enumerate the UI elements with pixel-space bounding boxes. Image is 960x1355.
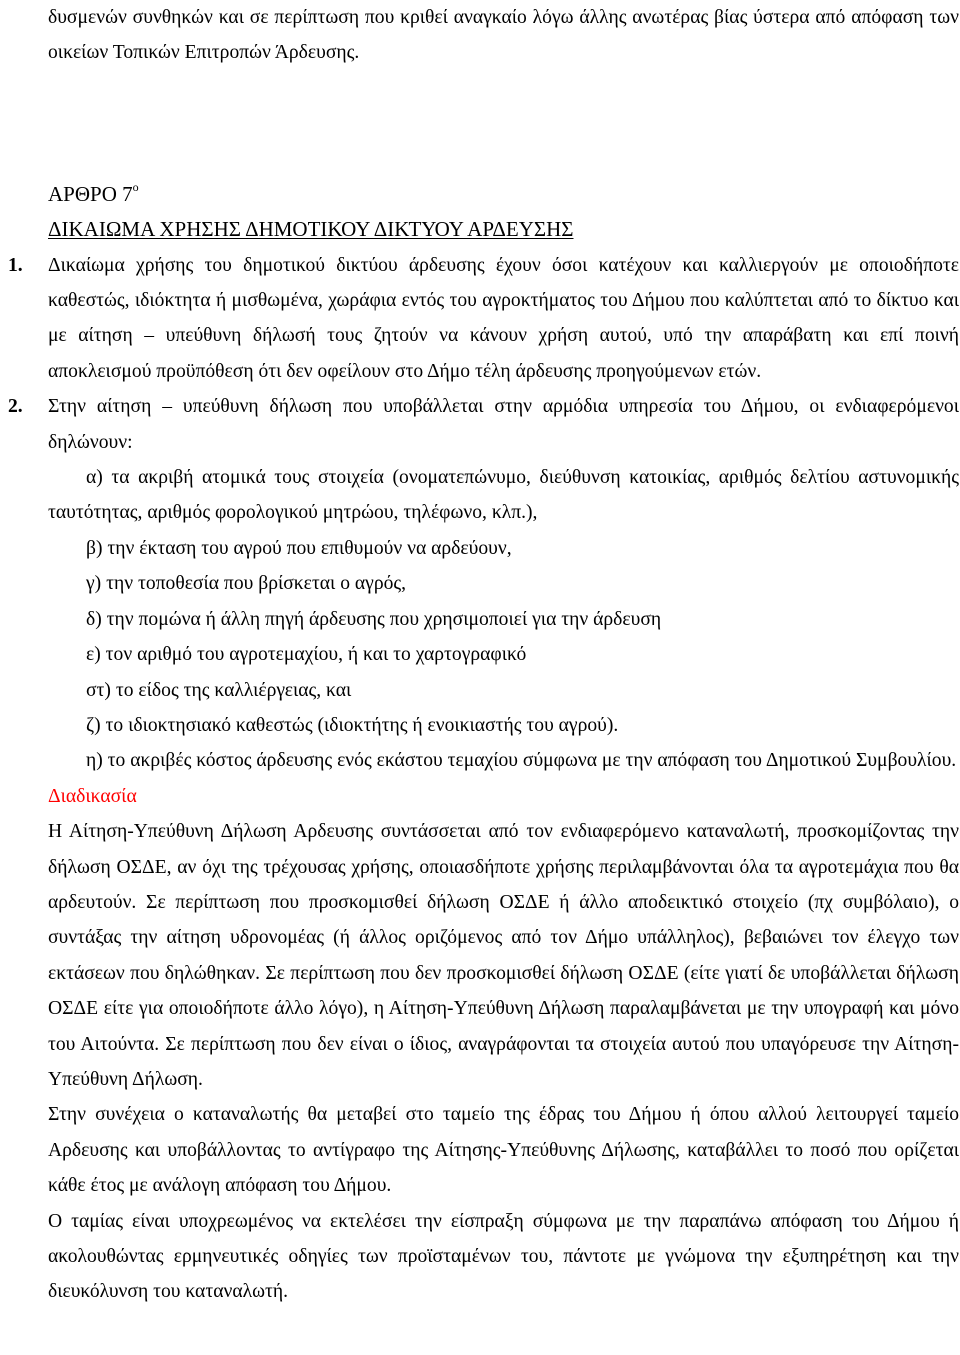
- paragraph-2-text: Στην αίτηση – υπεύθυνη δήλωση που υποβάλλεται στην αρμόδια υπηρεσία του Δήμου, οι ενδιαφερόμενοι δηλώνουν:: [48, 396, 959, 453]
- paragraph-number-1: 1.: [8, 254, 23, 276]
- procedure-paragraph-3: Ο ταμίας είναι υποχρεωμένος να εκτελέσει την είσπραξη σύμφωνα με την παραπάνω απόφαση του Δήμου ή ακολουθώντας ερμηνευτικές οδηγίες των προϊσταμένων του, πάντοτε με γνώμονα την εξυπηρέτηση και την διευκόλυνση του καταναλωτή.: [48, 1210, 959, 1303]
- list-item-h: η) το ακριβές κόστος άρδευσης ενός εκάστου τεμαχίου σύμφωνα με την απόφαση του Δημοτικού Συμβουλίου.: [86, 750, 957, 772]
- list-item-st: στ) το είδος της καλλιέργειας, και: [86, 679, 352, 701]
- article-number-heading: [48, 177, 959, 212]
- paragraph-1-text: Δικαίωμα χρήσης του δημοτικού δικτύου άρδευσης έχουν όσοι κατέχουν και καλλιεργούν με οποιοδήποτε καθεστώς, ιδιόκτητα ή μισθωμένα, χωράφια εντός του αγροκτήματος του Δήμου που καλύπτεται από το δίκτυο και με αίτηση – υπεύθυνη δήλωσή τους ζητούν να κάνουν χρήση αυτού, υπό την απαράβατη και επί ποινή αποκλεισμού προϋπόθεση ότι δεν οφείλουν στο Δήμο τέλη άρδευσης προηγούμενων ετών.: [48, 254, 959, 382]
- blank-space: [48, 71, 959, 177]
- list-item-a: α) τα ακριβή ατομικά τους στοιχεία (ονοματεπώνυμο, διεύθυνση κατοικίας, αριθμός δελτίου αστυνομικής ταυτότητας, αριθμός φορολογικού μητρώου, τηλέφωνο, κλπ.),: [48, 467, 959, 524]
- numbered-paragraph-2: [8, 389, 959, 460]
- article-number-superscript: ο: [132, 179, 139, 194]
- numbered-paragraph-1: [8, 248, 959, 390]
- list-item-c: γ) την τοποθεσία που βρίσκεται ο αγρός,: [86, 573, 407, 595]
- paragraph-number-2: 2.: [8, 396, 23, 418]
- procedure-heading: Διαδικασία: [48, 785, 137, 807]
- document-page: [8, 0, 959, 1310]
- article-number-label: ΑΡΘΡΟ 7: [48, 181, 133, 206]
- intro-continuation-paragraph: δυσμενών συνθηκών και σε περίπτωση που κριθεί αναγκαίο λόγω άλλης ανωτέρας βίας ύστερα από απόφαση των οικείων Τοπικών Επιτροπών Άρδευσης.: [48, 7, 959, 64]
- procedure-paragraph-2: Στην συνέχεια ο καταναλωτής θα μεταβεί στο ταμείο της έδρας του Δήμου ή όπου αλλού λειτουργεί ταμείο Αρδευσης και υποβάλλοντας το αντίγραφο της Αίτησης-Υπεύθυνης Δήλωσης, καταβάλλει το ποσό που ορίζεται κάθε έτος με ανάλογη απόφαση του Δήμου.: [48, 1104, 959, 1197]
- procedure-paragraph-1: Η Αίτηση-Υπεύθυνη Δήλωση Αρδευσης συντάσσεται από τον ενδιαφερόμενο καταναλωτή, προσκομίζοντας την δήλωση ΟΣΔΕ, αν όχι της τρέχουσας χρήσης, οποιασδήποτε χρήσης περιλαμβάνονται όλα τα αγροτεμάχια που θα αρδευτούν. Σε περίπτωση που προσκομισθεί δήλωση ΟΣΔΕ ή άλλο αποδεικτικό στοιχείο (πχ συμβόλαιο), ο συντάξας την αίτηση υδρονομέας (ή άλλος οριζόμενος από τον Δήμο υπάλληλος), βεβαιώνει τον έλεγχο των εκτάσεων που δηλώθηκαν. Σε περίπτωση που δεν προσκομισθεί δήλωση ΟΣΔΕ (είτε γιατί δε υποβάλλεται δήλωση ΟΣΔΕ είτε για οποιοδήποτε άλλο λόγο), η Αίτηση-Υπεύθυνη Δήλωση παραλαμβάνεται με την υπογραφή και μόνο του Αιτούντα. Σε περίπτωση που δεν είναι ο ίδιος, αναγράφονται τα στοιχεία αυτού που υπαγόρευσε την Αίτηση-Υπεύθυνη Δήλωση.: [48, 821, 959, 1090]
- list-item-z: ζ) το ιδιοκτησιακό καθεστώς (ιδιοκτήτης ή ενοικιαστής του αγρού).: [86, 714, 619, 736]
- list-item-e: ε) τον αριθμό του αγροτεμαχίου, ή και το χαρτογραφικό: [86, 644, 527, 666]
- list-item-b: β) την έκταση του αγρού που επιθυμούν να αρδεύουν,: [86, 537, 512, 559]
- list-item-d: δ) την πομώνα ή άλλη πηγή άρδευσης που χρησιμοποιεί για την άρδευση: [86, 608, 662, 630]
- article-title: ΔΙΚΑΙΩΜΑ ΧΡΗΣΗΣ ΔΗΜΟΤΙΚΟΥ ΔΙΚΤΥΟΥ ΑΡΔΕΥΣΗΣ: [48, 217, 574, 242]
